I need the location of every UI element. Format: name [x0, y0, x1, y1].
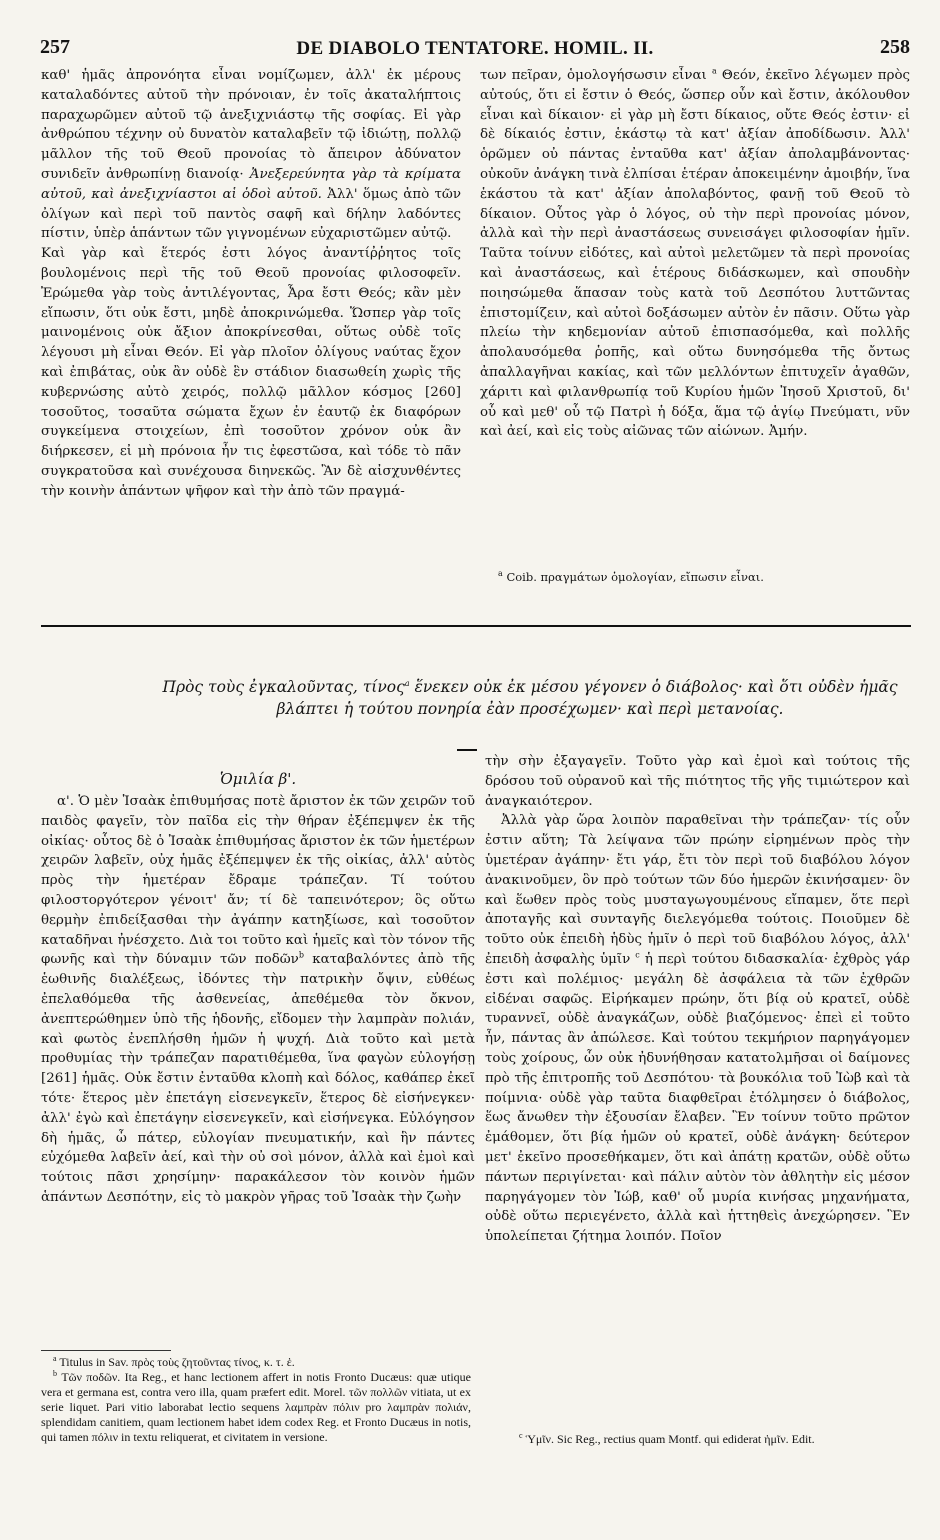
top-right-column — [480, 66, 910, 566]
text-run: Ὁ μὲν Ἰσαὰκ ἐπιθυμήσας ποτὲ ἄριστον ἐκ τῶν χειρῶν τοῦ παιδὸς φαγεῖν, τὸν παῖδα εἰς τὴν θήραν ἐξέπεμψεν ἐκ τῆς οἰκίας· οὗτος δὲ ὁ Ἰσαὰκ ἐπιθυμήσας ἄριστον ἐκ τῶν ἡμετέρων χειρῶν λαβεῖν, οὐχ ἡμᾶς ἐξέπεμψεν ἐκ τῆς οἰκίας, ἀλλ' αὐτὸς πρὸς τὴν ἡμετέραν ἔδραμε τράπεζαν. Τί τούτου φιλοστοργότερον γένοιτ' ἄν; τί δὲ ταπεινότερον; ὃς οὕτω θερμὴν ἐπιδείξασθαι τὴν ἀγάπην κατηξίωσε, καὶ τοσοῦτον καταδῆναι ἠνέσχετο. Διὰ τοι τοῦτο καὶ ἡμεῖς καὶ τὸν τόνον τῆς φωνῆς καὶ τὴν δύναμιν τῶν ποδῶν — [41, 794, 475, 968]
homily-label: Ὁμιλία β'. — [219, 770, 297, 788]
paragraph — [41, 66, 461, 244]
footnote-marker: a — [498, 569, 503, 579]
running-header — [40, 36, 910, 62]
heading-dash — [457, 749, 477, 751]
page-number-left: 257 — [40, 36, 70, 58]
footnote-text: Coib. πραγμάτων ὁμολογίαν, εἴπωσιν εἶναι. — [506, 570, 764, 584]
homily-heading — [150, 676, 910, 720]
footnote-rule — [41, 1350, 171, 1351]
heading-text: ἕνεκεν οὐκ ἐκ μέσου γέγονεν ὁ διάβολος· καὶ ὅτι οὐδὲν ἡμᾶς — [414, 678, 898, 696]
footnote-marker: c — [635, 950, 640, 960]
text-run: καταβαλόντες ἀπὸ τῆς ἑωθινῆς διαλέξεως, ἰδόντες τὴν πατρικὴν ὄψιν, εὐθέως ἐπελαθόμεθα τῆς ἀσθενείας, ἀπεθέμεθα τὸν ὄκνον, ἀνεπτερώθημεν ὑπὸ τῆς ἡδονῆς, εἴδομεν τὴν λαμπρὰν πολιάν, καὶ φωτὸς ἐνεπλήσθη ἡμῶν ἡ ψυχή. Διὰ τοῦτο καὶ μετὰ προθυμίας τὴν τράπεζαν παρατιθέμεθα, ἵνα φαγὼν εὐλογήσῃ [261] ἡμᾶς. Οὐκ ἔστιν ἐνταῦθα κλοπὴ καὶ δόλος, καθάπερ ἐκεῖ τότε· ἕτερος μὲν ἐπετάγη εἰσενεγκεῖν, ἕτερος δὲ εἰσήνεγκεν· ἀλλ' ἐγὼ καὶ ἐπετάγην εἰσενεγκεῖν, καὶ εἰσήνεγκα. Εὐλόγησον δὴ ἡμᾶς, ὦ πάτερ, εὐλογίαν πνευματικήν, καὶ ἣν πάντες εὐχόμεθα λαβεῖν ἀεί, καὶ τὴν οὐ σοὶ μόνον, ἀλλὰ καὶ ἐμοὶ καὶ τούτοις πᾶσι χρησίμην· παρακάλεσον τὸν κοινὸν ἡμῶν ἁπάντων Δεσπότην, εἰς τὸ μακρὸν γῆρας τοῦ Ἰσαὰκ τὴν ζωὴν — [41, 952, 475, 1205]
heading-line — [150, 676, 910, 698]
footnote-top — [498, 569, 908, 585]
paragraph — [480, 66, 910, 442]
bottom-left-column — [41, 792, 475, 1342]
text-run: Ἀλλὰ γὰρ ὥρα λοιπὸν παραθεῖναι τὴν τράπεζαν· τίς οὖν ἐστιν αὕτη; Τὰ λείψανα τῶν πρώην εἰρημένων πρὸς τὴν ὑμετέραν ἀγάπην· ἔτι γάρ, ἔτι τὸν περὶ τοῦ διαβόλου λόγον ἀνακινοῦμεν, ὃν πρὸ τούτων τῶν δύο ἡμερῶν ἐκινήσαμεν· ὃν καὶ ἕωθεν πρὸς τοὺς μυσταγωγουμένους εἴπαμεν, ὅτε περὶ ἀποταγῆς καὶ συνταγῆς διελεγόμεθα τούτοις. Ποιοῦμεν δὲ τοῦτο οὐκ ἐπειδὴ ἡδὺς ἡμῖν ὁ περὶ τοῦ διαβόλου λόγος, ἀλλ' ἐπειδὴ ἀσφαλὴς ὑμῖν — [485, 813, 910, 967]
footnote — [41, 1355, 471, 1370]
text-run: Θεόν, ἐκεῖνο λέγωμεν πρὸς αὐτούς, ὅτι εἰ ἔστιν ὁ Θεός, ὥσπερ οὖν καὶ ἔστιν, ἀκόλουθον εἶναι καὶ δίκαιον· εἰ γὰρ μὴ ἔστι δίκαιος, οὔτε Θεός ἐστιν· εἰ δὲ δίκαιός ἐστιν, ἑκάστῳ τὰ κατ' ἀξίαν ἀποδίδωσιν. Ἀλλ' ὁρῶμεν οὐ πάντας ἐνταῦθα κατ' ἀξίαν ἀπολαμβάνοντας· οὐκοῦν ἀνάγκη τινὰ ἐλπίσαι ἑτέραν ἀποκειμένην ἀμοιβήν, ἵνα ἑκάστου τὰ κατ' ἀξίαν ἀπολαβόντος, φανῇ τοῦ Θεοῦ τὸ δίκαιον. Οὗτος γὰρ ὁ λόγος, οὐ τὴν περὶ προνοίας μόνον, ἀλλὰ καὶ τὴν περὶ ἀναστάσεως συνεισάγει φιλοσοφίαν ἡμῖν. Ταῦτα τοίνυν εἰδότες, καὶ αὐτοὶ μελετῶμεν τὰ περὶ προνοίας καὶ ἀναστάσεως, καὶ ἑτέρους διδάσκωμεν, καὶ σπουδὴν ποιησώμεθα ἅπασαν τοὺς κατὰ τοῦ Δεσπότου λυττῶντας ἐπιστομίζειν, καὶ αὐτοὶ δοξάσωμεν αὐτὸν ἐν πᾶσιν. Οὕτω γὰρ πλείω τὴν κηδεμονίαν αὐτοῦ ἐπισπασόμεθα, καὶ πολλῆς ἀπολαυσόμεθα ῥοπῆς, καὶ οὕτω δυνησόμεθα τῆς ὄντως ἀπαλλαγῆναι κακίας, καὶ τῶν μελλόντων ἐπιτυχεῖν ἀγαθῶν, χάριτι καὶ φιλανθρωπίᾳ τοῦ Κυρίου ἡμῶν Ἰησοῦ Χριστοῦ, δι' οὗ καὶ μεθ' οὗ τῷ Πατρὶ ἡ δόξα, ἅμα τῷ ἁγίῳ Πνεύματι, νῦν καὶ ἀεί, καὶ εἰς τοὺς αἰῶνας τῶν αἰώνων. Ἀμήν. — [480, 68, 910, 440]
footnote-marker: c — [519, 1431, 523, 1440]
footnote-marker: a — [404, 678, 410, 688]
footnote-text: Τῶν ποδῶν. Ita Reg., et hanc lectionem affert in notis Fronto Ducæus: quæ utique vera et germana est, contra vero illa, quam præfert edit. Morel. τῶν πολλῶν vitiata, ut ex serie liquet. Pari vitio laborabat lectio sequens λαμπρὰν πόλιν pro λαμπρὰν πολιάν, splendidam canitiem, quam lectionem habet idem codex Reg. et Fronto Ducæus in notis, qui tamen πόλιν in textu reliquerat, et civitatem in versione. — [41, 1370, 471, 1444]
section-divider — [41, 625, 911, 627]
paragraph: τὴν σὴν ἐξαγαγεῖν. Τοῦτο γὰρ καὶ ἐμοὶ καὶ τούτοις τῆς δρόσου τοῦ οὐρανοῦ καὶ τῆς πιότητος τῆς γῆς τιμιώτερον καὶ ἀναγκαιότερον. — [485, 754, 910, 809]
scripture-quote: Ἀνεξερεύνητα γὰρ τὰ κρίματα αὐτοῦ, καὶ ἀνεξιχνίαστοι αἱ ὁδοὶ αὐτοῦ. — [41, 166, 461, 202]
heading-line: βλάπτει ἡ τούτου πονηρία ἐὰν προσέχωμεν· καὶ περὶ μετανοίας. — [276, 700, 784, 718]
footnote — [41, 1370, 471, 1445]
footnote-text: Titulus in Sav. πρὸς τοὺς ζητοῦντας τίνος, κ. τ. ἑ. — [59, 1355, 295, 1369]
paragraph — [485, 811, 910, 1247]
running-title: DE DIABOLO TENTATORE. HOMIL. II. — [296, 38, 654, 59]
footnote-marker: b — [298, 950, 304, 960]
text-run: καθ' ἡμᾶς ἀπρονόητα εἶναι νομίζωμεν, ἀλλ' ἐκ μέρους καταλαδόντες αὐτοῦ τὴν πρόνοιαν, ἐν τοῖς ἀκαταλήπτοις παραχωρῶμεν αὐτοῦ τῷ ἀνεξιχνιάστῳ τῆς σοφίας. Εἰ γὰρ ἀνθρώπου τέχνην οὐ δυνατὸν καταλαβεῖν τῷ ἰδιώτῃ, πολλῷ μᾶλλον τῆς τοῦ Θεοῦ προνοίας τὸ ἄπειρον ἀδύνατον συνιδεῖν ἀνθρωπίνῃ διανοίᾳ· — [41, 68, 461, 182]
top-left-column — [41, 66, 461, 586]
footnote — [505, 1432, 910, 1447]
footnote-marker: a — [711, 66, 717, 76]
bottom-right-column — [485, 752, 910, 1452]
paragraph: Καὶ γὰρ καὶ ἕτερός ἐστι λόγος ἀναντίῤῥητος τοῖς βουλομένοις περὶ τῆς τοῦ Θεοῦ προνοίας φιλοσοφεῖν. Ἐρώμεθα γὰρ τοὺς ἀντιλέγοντας, Ἆρα ἔστι Θεός; κἂν μὲν εἴπωσιν, ὅτι οὐκ ἔστι, μηδὲ ἀποκρινώμεθα. Ὥσπερ γὰρ τοῖς μαινομένοις οὐκ ἄξιον ἀποκρίνεσθαι, οὕτως οὐδὲ τοῖς λέγουσι μὴ εἶναι Θεόν. Εἰ γὰρ πλοῖον ὀλίγους ναύτας ἔχον καὶ ἐπιβάτας, οὐκ ἂν οὐδὲ ἓν στάδιον διασωθείη χωρὶς τῆς κυβερνώσης αὐτὸ χειρός, πολλῷ μᾶλλον κόσμος [260] τοσοῦτος, τοσαῦτα σώματα ἔχων ἐν ἑαυτῷ ἐκ διαφόρων συγκείμενα στοιχείων, ἐπὶ τοσοῦτον χρόνον οὐκ ἂν διήρκεσεν, εἰ μὴ πρόνοια ἦν τις ἐφεστῶσα, καὶ τόδε τὸ πᾶν συγκρατοῦσα καὶ συνέχουσα διηνεκῶς. Ἂν δὲ αἰσχυνθέντες τὴν κοινὴν ἁπάντων ψῆφον καὶ τὴν ἀπὸ τῶν πραγμά- — [41, 246, 461, 499]
footnote-marker: b — [53, 1369, 57, 1378]
text-run: ἡ περὶ τούτου διδασκαλία· ἐχθρὸς γάρ ἐστι καὶ πολέμιος· μεγάλη δὲ ἀσφάλεια τὰ τῶν ἐχθρῶν εἰδέναι σαφῶς. Εἰρήκαμεν πρώην, ὅτι βίᾳ οὐ κρατεῖ, οὐδὲ τυραννεῖ, οὐδὲ ἀναγκάζων, οὐδὲ βιαζόμενος· ἐπεὶ εἰ τοῦτο ἦν, πάντας ἂν ἀπώλεσε. Καὶ τούτου τεκμήριον παρηγάγομεν τοὺς χοίρους, ὧν οὐκ ἠδυνήθησαν κατατολμῆσαι οἱ δαίμονες πρὸ τῆς ἐπιτροπῆς τοῦ Δεσπότου· τὰ βουκόλια τοῦ Ἰὼβ καὶ τὰ ποίμνια· οὐδὲ γὰρ ταῦτα διαφθεῖραι ἐτόλμησεν ὁ διάβολος, ἕως ἄνωθεν τὴν ἐξουσίαν ἔλαβεν. Ἓν τοίνυν τοῦτο πρῶτον ἐμάθομεν, ὅτι βίᾳ ἡμῶν οὐ κρατεῖ, οὐδὲ ἀνάγκη· δεύτερον μετ' ἐκεῖνο προσεθήκαμεν, ὅτι καὶ ἀπάτῃ κρατῶν, οὐδὲ οὕτω πάντων περιγίνεται· καὶ πάλιν αὐτὸν τὸν ἀθλητὴν εἰς μέσον παρηγάγομεν τὸν Ἰώβ, καθ' οὗ μυρία κινήσας μηχανήματα, οὐδὲ οὕτω περιεγένετο, ἀλλὰ καὶ ἡττηθεὶς ἀνεχώρησεν. Ἓν ὑπολείπεται ζήτημα λοιπόν. Ποῖον — [485, 951, 910, 1245]
text-run: Ἀλλ' ὅμως ἀπὸ τῶν ὀλίγων καὶ περὶ τοῦ παντὸς σαφῆ καὶ δήλην λαδόντες πίστιν, ὑπὲρ ἁπάντων τῶν γιγνομένων εὐχαριστῶμεν αὐτῷ. — [41, 186, 461, 242]
footnotes-right — [505, 1432, 910, 1447]
footnote-marker: a — [53, 1354, 57, 1363]
footnotes-left — [41, 1355, 471, 1445]
paragraph — [41, 792, 475, 1208]
heading-text: Πρὸς τοὺς ἐγκαλοῦντας, τίνος — [162, 678, 405, 696]
text-run: των πεῖραν, ὁμολογήσωσιν εἶναι — [480, 68, 707, 83]
footnote-text: Ὑμῖν. Sic Reg., rectius quam Montf. qui ediderat ἡμῖν. Edit. — [525, 1432, 815, 1446]
page-number-right: 258 — [880, 36, 910, 58]
section-number: α'. — [57, 794, 74, 809]
